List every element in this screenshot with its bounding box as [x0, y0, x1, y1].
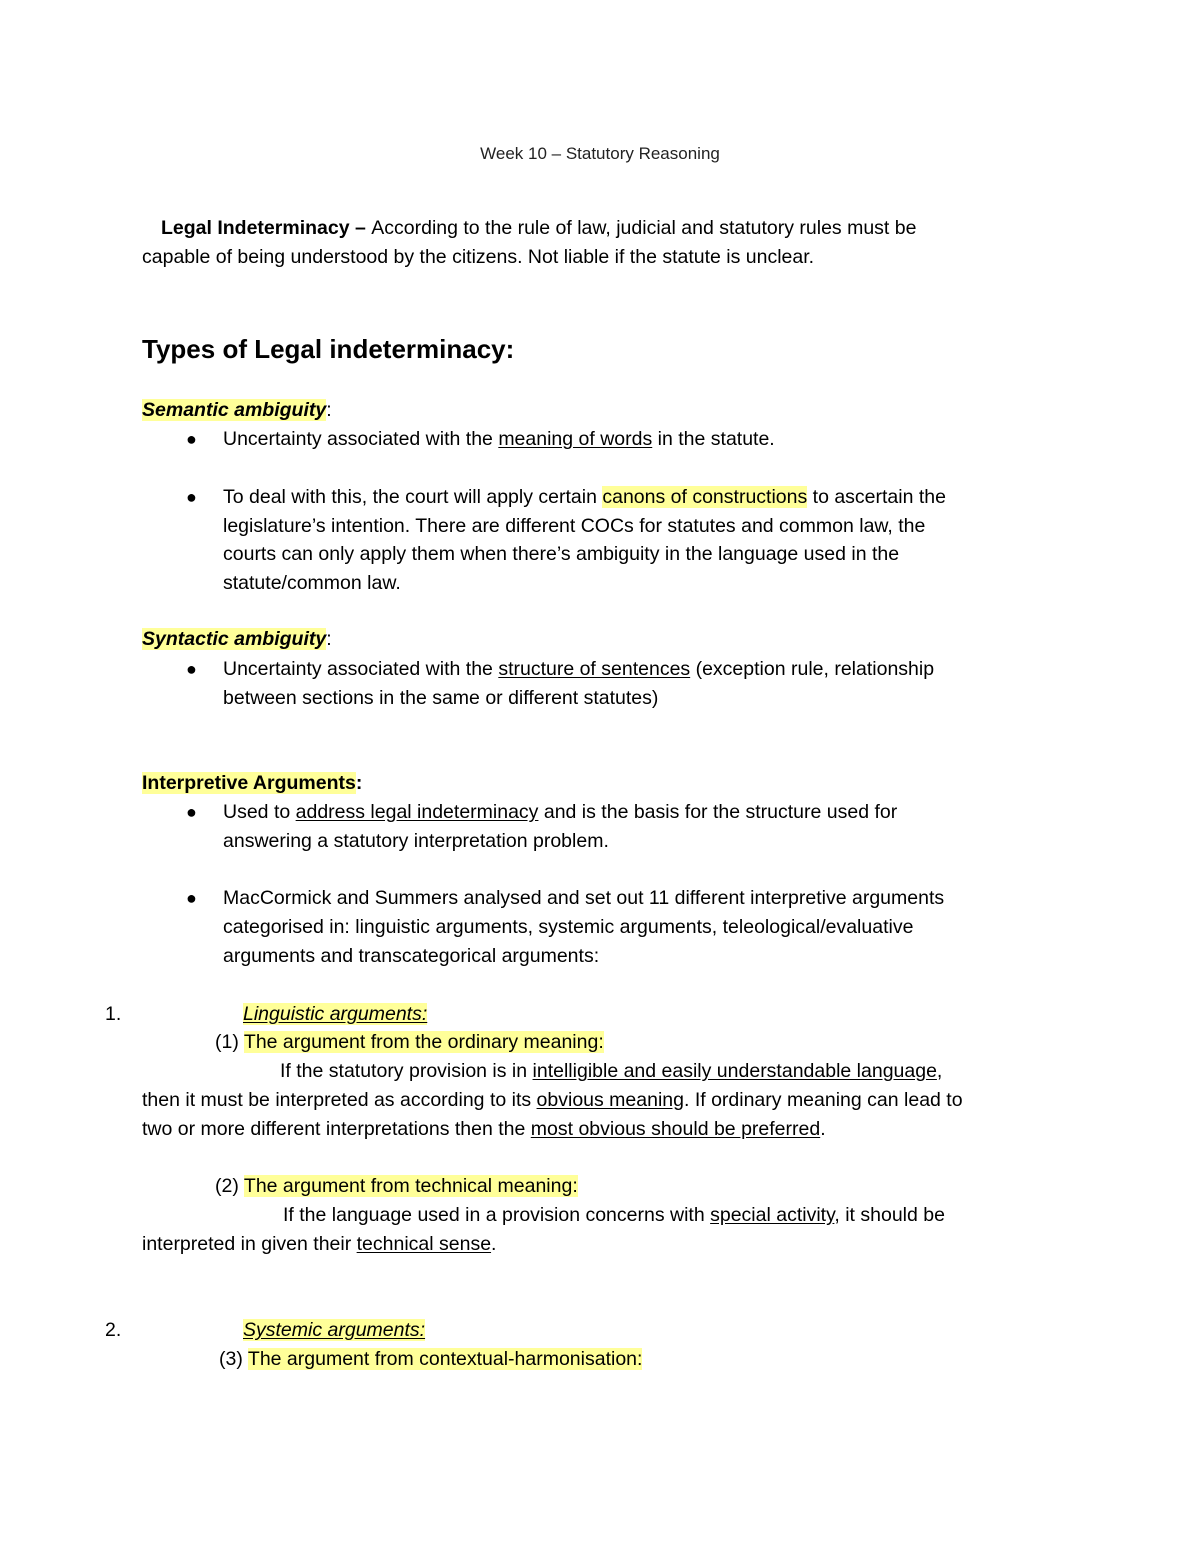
- argument-1-line-2: then it must be interpreted as according to its obvious meaning. If ordinary meaning can lead to: [142, 1089, 963, 1111]
- section-1-number: 1.: [105, 1003, 122, 1025]
- argument-2-line-2: interpreted in given their technical sense.: [142, 1233, 497, 1255]
- semantic-bullet-2-line-4: statute/common law.: [223, 572, 401, 594]
- interpretive-bullet-1-line-1: Used to address legal indeterminacy and is the basis for the structure used for: [223, 801, 898, 823]
- semantic-bullet-2-line-1: To deal with this, the court will apply certain canons of constructions to ascertain the: [223, 486, 946, 508]
- bullet-icon: ●: [186, 429, 197, 449]
- intro-text-1: According to the rule of law, judicial and statutory rules must be: [371, 217, 917, 239]
- section-2-title: Systemic arguments:: [243, 1319, 426, 1341]
- argument-3-title-line: (3) The argument from contextual-harmonisation:: [219, 1348, 643, 1370]
- interpretive-heading-line: Interpretive Arguments:: [142, 772, 363, 794]
- interpretive-bullet-2-line-3: arguments and transcategorical arguments:: [223, 945, 600, 967]
- syntactic-heading-line: Syntactic ambiguity:: [142, 628, 332, 650]
- argument-2-title: The argument from technical meaning:: [243, 1175, 578, 1197]
- syntactic-heading: Syntactic ambiguity: [142, 628, 327, 650]
- bullet-icon: ●: [186, 487, 197, 507]
- types-heading: Types of Legal indeterminacy:: [142, 334, 515, 364]
- syntactic-bullet-1-line-1: Uncertainty associated with the structure of sentences (exception rule, relationship: [223, 658, 935, 680]
- semantic-bullet-2-line-2: legislature’s intention. There are different COCs for statutes and common law, the: [223, 515, 926, 537]
- argument-1-title: The argument from the ordinary meaning:: [243, 1031, 604, 1053]
- interpretive-bullet-2-line-2: categorised in: linguistic arguments, systemic arguments, teleological/evaluative: [223, 916, 914, 938]
- bullet-icon: ●: [186, 888, 197, 908]
- bullet-icon: ●: [186, 802, 197, 822]
- argument-1-title-line: (1) The argument from the ordinary meaning:: [215, 1031, 604, 1053]
- argument-2-line-1: If the language used in a provision concerns with special activity, it should be: [283, 1204, 945, 1226]
- argument-2-title-line: (2) The argument from technical meaning:: [215, 1175, 578, 1197]
- intro-line-1: [161, 214, 916, 243]
- intro-term: Legal Indeterminacy –: [161, 217, 372, 239]
- bullet-icon: ●: [186, 659, 197, 679]
- interpretive-bullet-1-line-2: answering a statutory interpretation problem.: [223, 830, 609, 852]
- argument-3-title: The argument from contextual-harmonisation:: [247, 1348, 643, 1370]
- section-2-number: 2.: [105, 1319, 122, 1341]
- semantic-heading: Semantic ambiguity: [142, 399, 327, 421]
- page-header: Week 10 – Statutory Reasoning: [480, 144, 720, 163]
- semantic-bullet-2-line-3: courts can only apply them when there’s ambiguity in the language used in the: [223, 543, 900, 565]
- syntactic-bullet-1-line-2: between sections in the same or different statutes): [223, 687, 659, 709]
- interpretive-bullet-2-line-1: MacCormick and Summers analysed and set out 11 different interpretive arguments: [223, 887, 945, 909]
- semantic-heading-line: Semantic ambiguity:: [142, 399, 332, 421]
- section-1-title: Linguistic arguments:: [243, 1003, 428, 1025]
- semantic-bullet-1: Uncertainty associated with the meaning of words in the statute.: [223, 428, 775, 450]
- argument-1-line-1: If the statutory provision is in intelligible and easily understandable language,: [280, 1060, 943, 1082]
- interpretive-heading: Interpretive Arguments: [142, 772, 356, 794]
- argument-1-line-3: two or more different interpretations then the most obvious should be preferred.: [142, 1118, 826, 1140]
- intro-line-2: capable of being understood by the citizens. Not liable if the statute is unclear.: [142, 246, 815, 268]
